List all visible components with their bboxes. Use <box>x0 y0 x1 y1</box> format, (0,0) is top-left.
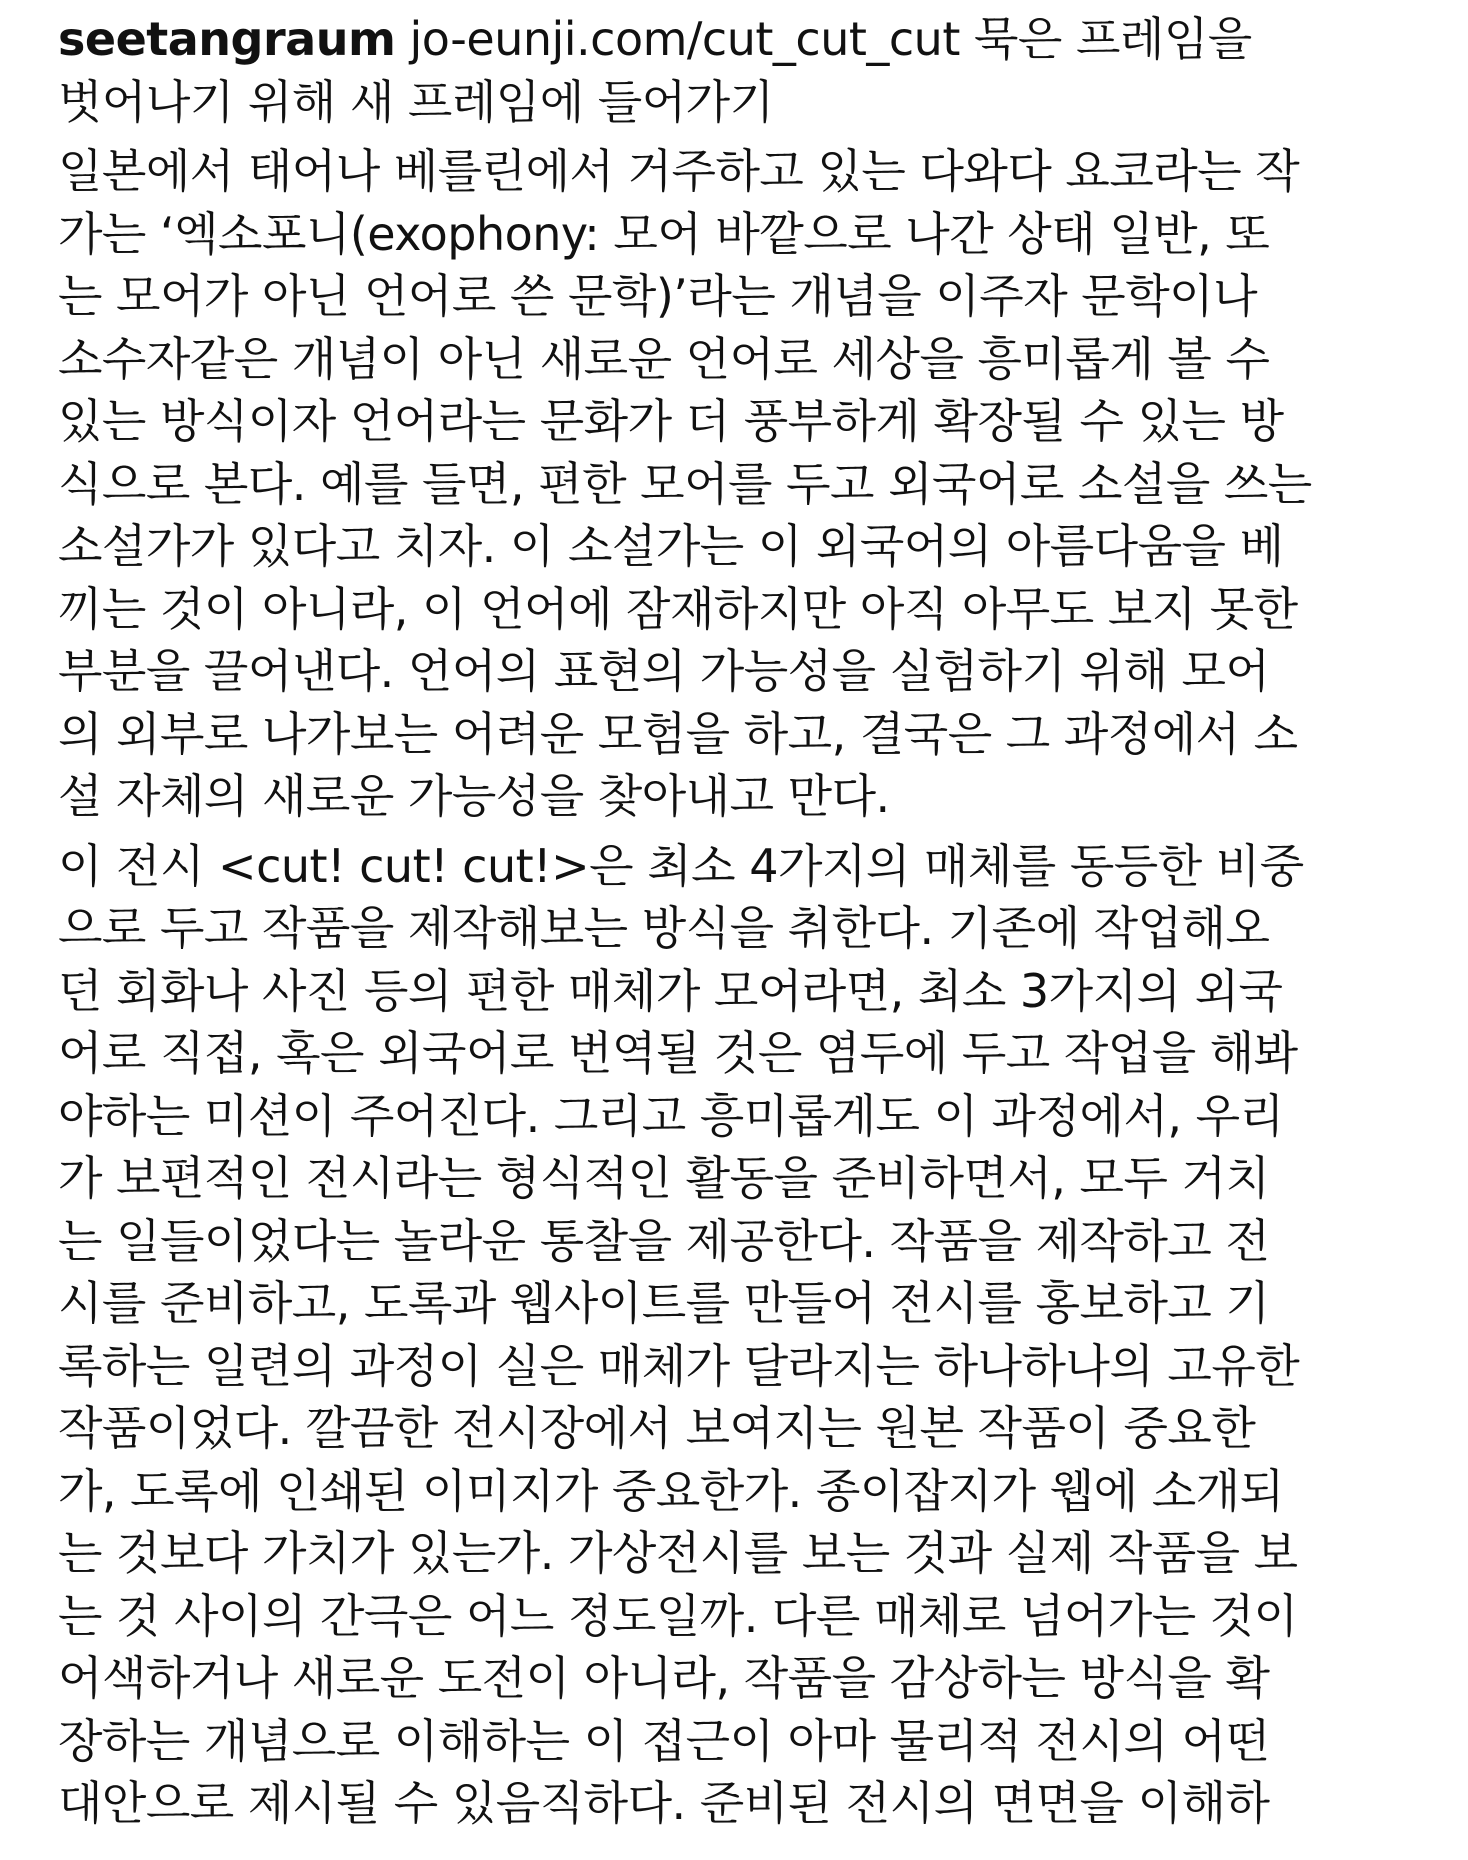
caption-line-1 <box>58 8 1438 71</box>
caption-line: 설 자체의 새로운 가능성을 찾아내고 만다. <box>58 769 890 823</box>
caption-line: 대안으로 제시될 수 있음직하다. 준비된 전시의 면면을 이해하 <box>58 1776 1270 1830</box>
username-link[interactable]: seetangraum <box>58 12 396 66</box>
caption-line: 시를 준비하고, 도록과 웹사이트를 만들어 전시를 홍보하고 기 <box>58 1276 1270 1330</box>
caption-line: 는 모어가 아닌 언어로 쓴 문학)’라는 개념을 이주자 문학이나 <box>58 269 1258 323</box>
caption-line: 소수자같은 개념이 아닌 새로운 언어로 세상을 흥미롭게 볼 수 <box>58 331 1270 386</box>
caption-line: 이 전시 <cut! cut! cut!>은 최소 4가지의 매체를 동등한 비중 <box>58 838 1304 893</box>
caption-line: 가 보편적인 전시라는 형식적인 활동을 준비하면서, 모두 거치 <box>58 1151 1270 1205</box>
caption-line-lead: jo-eunji.com/cut_cut_cut 묵은 프레임을 <box>395 12 1252 66</box>
caption-line: 던 회화나 사진 등의 편한 매체가 모어라면, 최소 3가지의 외국 <box>58 963 1283 1018</box>
paragraph-gap <box>58 828 1438 835</box>
caption-line: 는 것보다 가치가 있는가. 가상전시를 보는 것과 실제 작품을 보 <box>58 1526 1298 1580</box>
caption-line: 록하는 일련의 과정이 실은 매체가 달라지는 하나하나의 고유한 <box>58 1338 1300 1393</box>
caption-line: 어색하거나 새로운 도전이 아니라, 작품을 감상하는 방식을 확 <box>58 1651 1270 1705</box>
caption-line: 으로 두고 작품을 제작해보는 방식을 취한다. 기존에 작업해오 <box>58 901 1270 955</box>
caption-line: 의 외부로 나가보는 어려운 모험을 하고, 결국은 그 과정에서 소 <box>58 706 1298 761</box>
post-caption <box>58 8 1438 1835</box>
caption-line: 일본에서 태어나 베를린에서 거주하고 있는 다와다 요코라는 작 <box>58 144 1300 198</box>
caption-line: 장하는 개념으로 이해하는 이 접근이 아마 물리적 전시의 어떤 <box>58 1713 1270 1768</box>
caption-line: 끼는 것이 아니라, 이 언어에 잠재하지만 아직 아무도 보지 못한 <box>58 581 1298 636</box>
caption-line: 어로 직접, 혹은 외국어로 번역될 것은 염두에 두고 작업을 해봐 <box>58 1026 1298 1080</box>
caption-line: 가는 ‘엑소포니(exophony: 모어 바깥으로 나간 상태 일반, 또 <box>58 206 1270 261</box>
caption-line: 벗어나기 위해 새 프레임에 들어가기 <box>58 74 774 129</box>
paragraph-gap <box>58 133 1438 140</box>
caption-line: 식으로 본다. 예를 들면, 편한 모어를 두고 외국어로 소설을 쓰는 <box>58 456 1312 511</box>
caption-line: 소설가가 있다고 치자. 이 소설가는 이 외국어의 아름다움을 베 <box>58 519 1284 573</box>
caption-line: 야하는 미션이 주어진다. 그리고 흥미롭게도 이 과정에서, 우리 <box>58 1088 1284 1143</box>
caption-line: 있는 방식이자 언어라는 문화가 더 풍부하게 확장될 수 있는 방 <box>58 394 1284 448</box>
caption-line: 부분을 끌어낸다. 언어의 표현의 가능성을 실험하기 위해 모어 <box>58 644 1270 698</box>
caption-line: 가, 도록에 인쇄된 이미지가 중요한가. 종이잡지가 웹에 소개되 <box>58 1463 1284 1518</box>
caption-line: 는 것 사이의 간극은 어느 정도일까. 다른 매체로 넘어가는 것이 <box>58 1588 1298 1643</box>
caption-line: 작품이었다. 깔끔한 전시장에서 보여지는 원본 작품이 중요한 <box>58 1401 1256 1455</box>
caption-line: 는 일들이었다는 놀라운 통찰을 제공한다. 작품을 제작하고 전 <box>58 1213 1270 1268</box>
